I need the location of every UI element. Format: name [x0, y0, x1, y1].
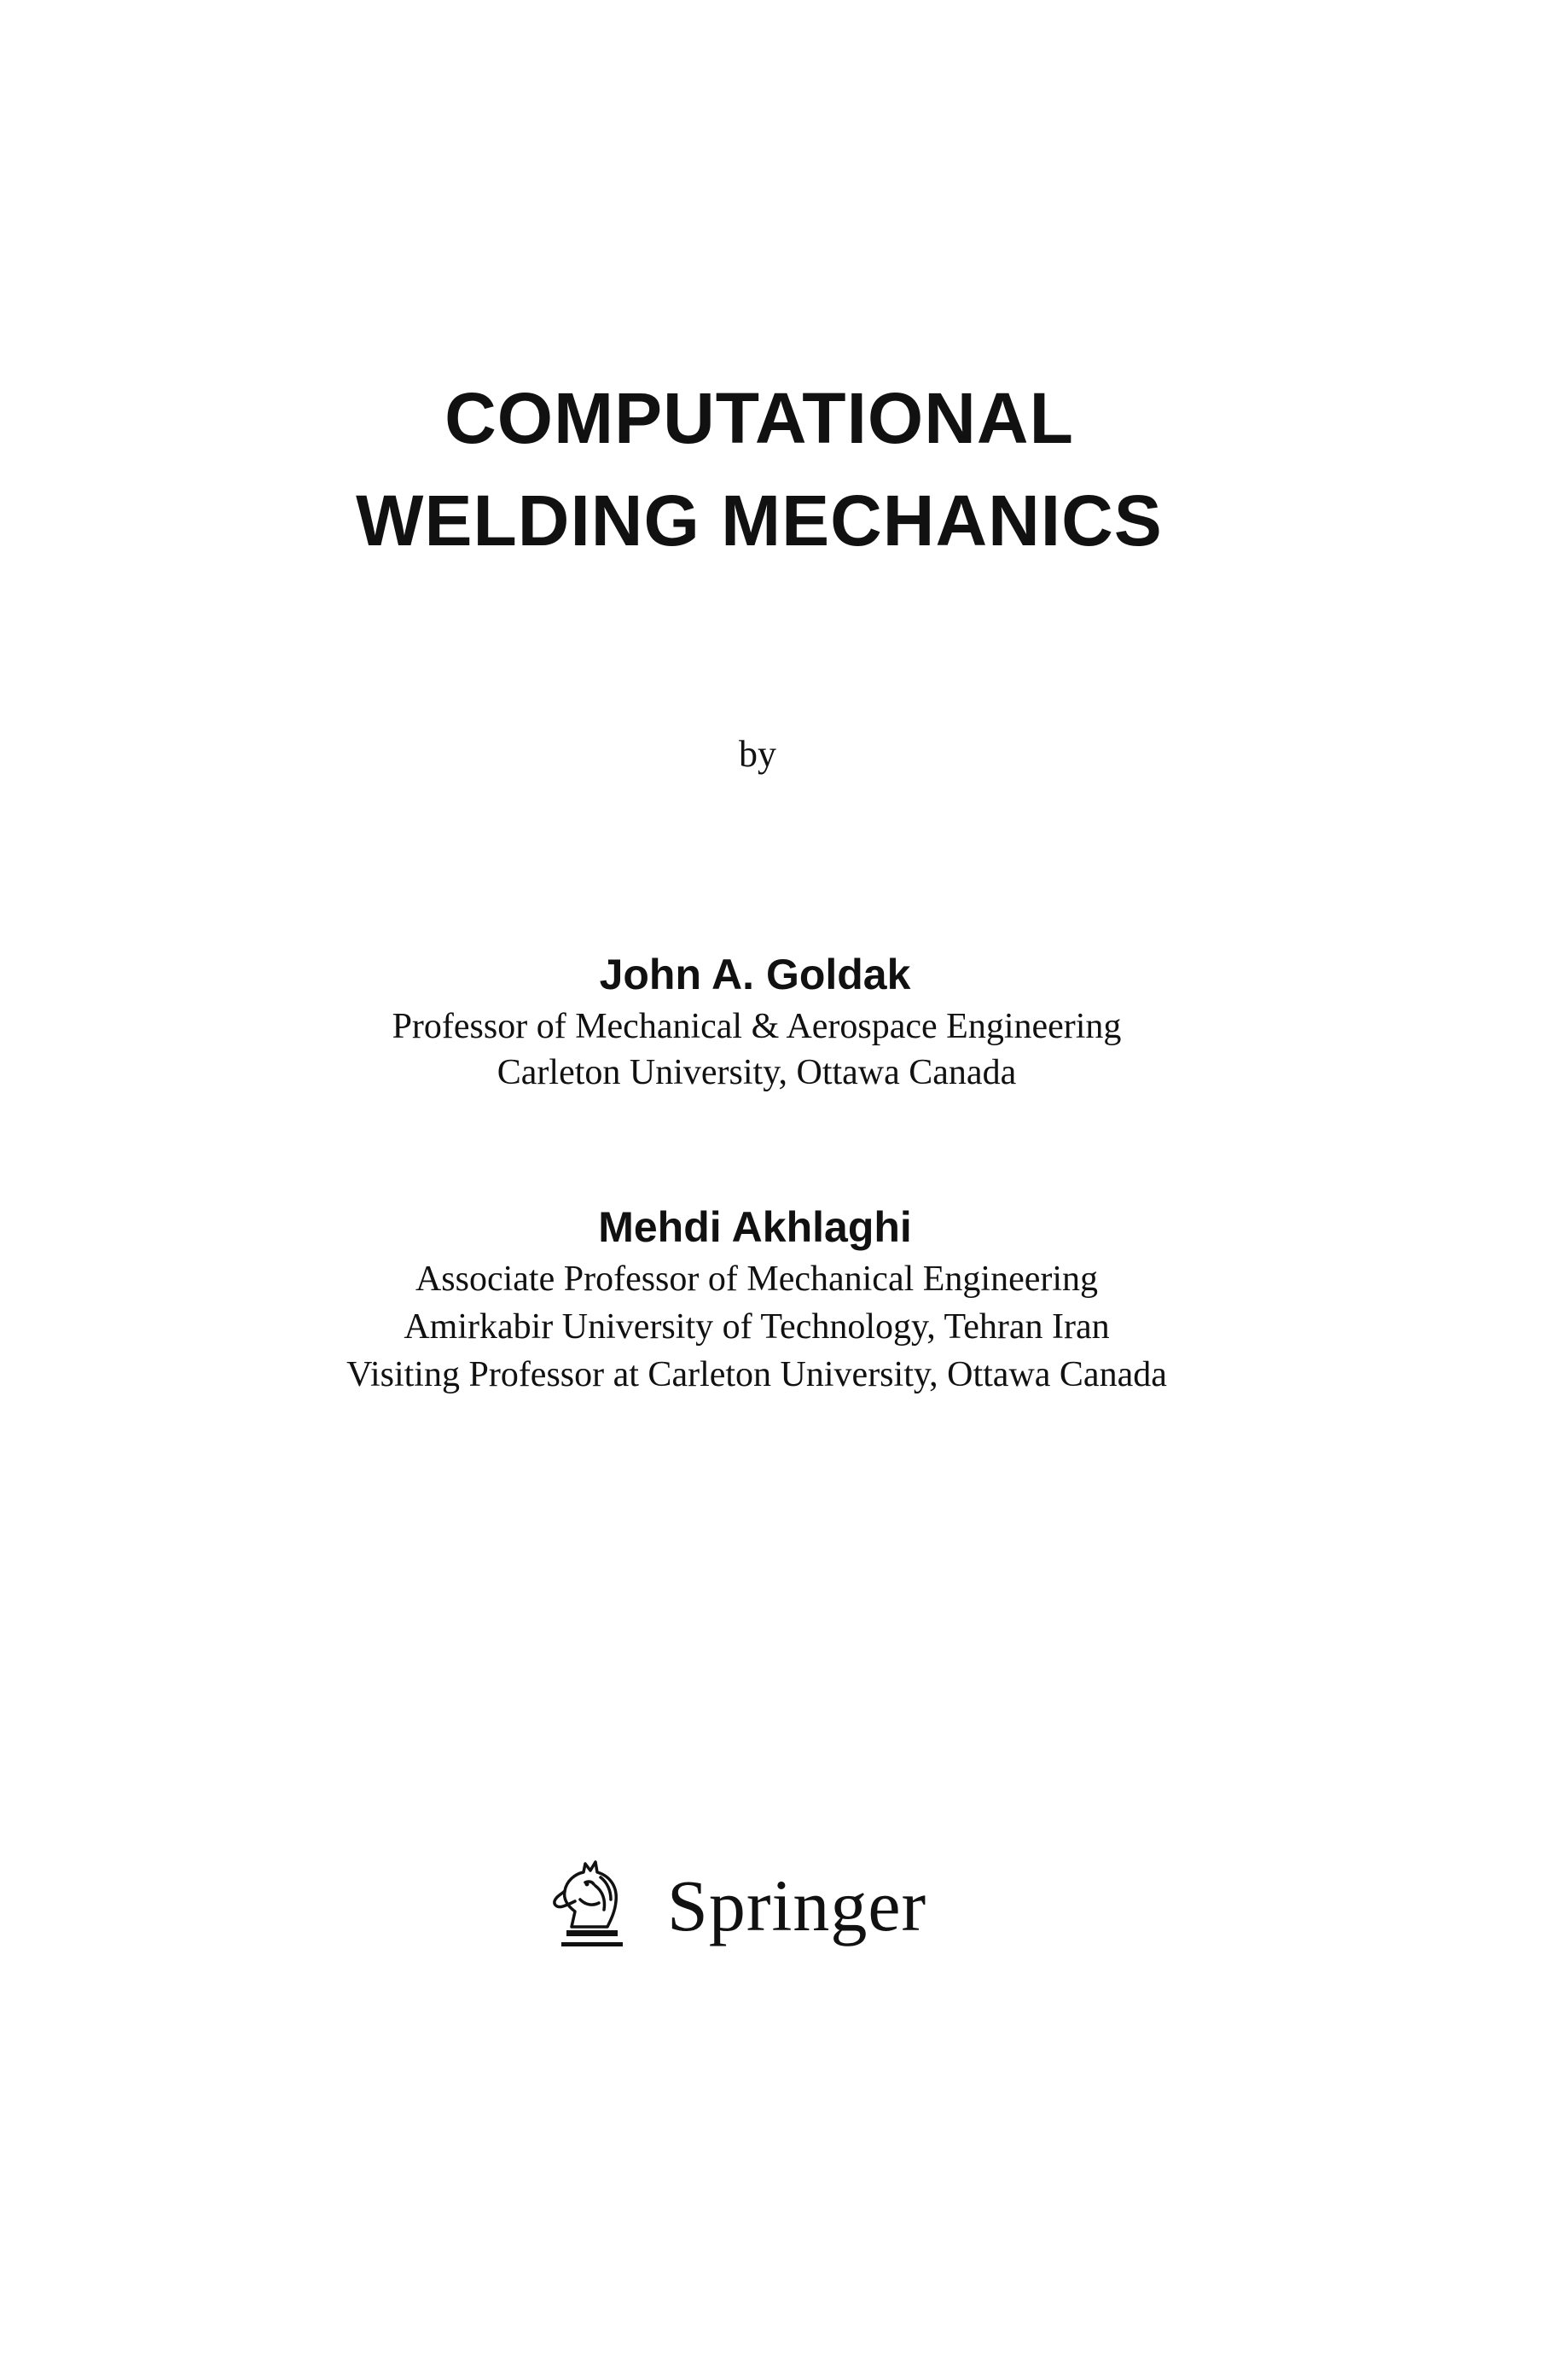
author-affiliation: Professor of Mechanical & Aerospace Engineering — [392, 1007, 1122, 1046]
by-label: by — [739, 733, 776, 775]
publisher-imprint — [546, 1852, 926, 1963]
book-title-line-1: COMPUTATIONAL — [444, 378, 1074, 458]
publisher-name: Springer — [667, 1865, 927, 1946]
book-title-line-2: WELDING MECHANICS — [356, 480, 1163, 561]
author-affiliation: Amirkabir University of Technology, Tehran Iran — [404, 1307, 1110, 1347]
author-name: John A. Goldak — [599, 951, 911, 998]
author-affiliation: Visiting Professor at Carleton University, Ottawa Canada — [346, 1355, 1167, 1394]
author-affiliation: Associate Professor of Mechanical Engineering — [415, 1260, 1099, 1299]
author-affiliation: Carleton University, Ottawa Canada — [497, 1053, 1017, 1092]
springer-knight-icon — [546, 1852, 640, 1954]
author-name: Mehdi Akhlaghi — [598, 1203, 912, 1251]
